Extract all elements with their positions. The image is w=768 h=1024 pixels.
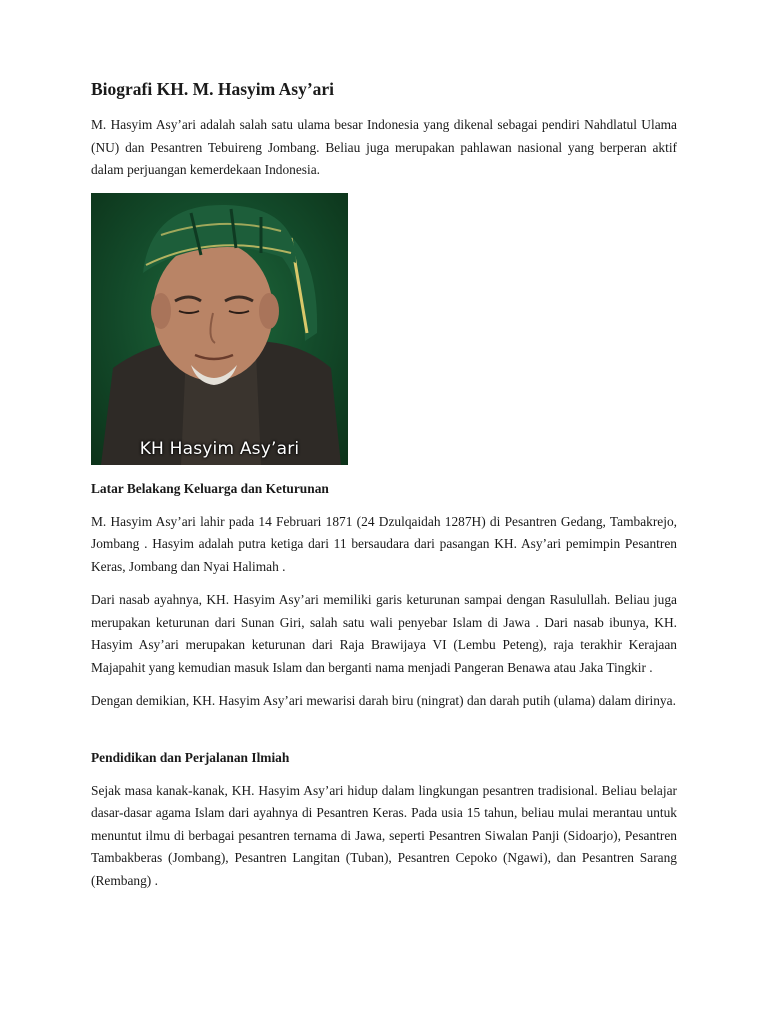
intro-paragraph: M. Hasyim Asy’ari adalah salah satu ulama besar Indonesia yang dikenal sebagai pendiri Nahdlatul Ulama (NU) dan Pesantren Tebuireng Jombang. Beliau juga merupakan pahlawan nasional yang berperan aktif dalam perjuangan kemerdekaan Indonesia.	[91, 117, 677, 177]
section-paragraph: Sejak masa kanak-kanak, KH. Hasyim Asy’ari hidup dalam lingkungan pesantren tradisional. Beliau belajar dasar-dasar agama Islam dari ayahnya di Pesantren Keras. Pada usia 15 tahun, beliau mulai merantau untuk menuntut ilmu di berbagai pesantren ternama di Jawa, seperti Pesantren Siwalan Panji (Sidoarjo), Pesantren Tambakberas (Jombang), Pesantren Langitan (Tuban), Pesantren Cepoko (Ngawi), dan Pesantren Sarang (Rembang) .	[91, 782, 677, 888]
document-title: Biografi KH. M. Hasyim Asy’ari	[91, 79, 335, 99]
section-paragraph: M. Hasyim Asy’ari lahir pada 14 Februari 1871 (24 Dzulqaidah 1287H) di Pesantren Gedang, Tambakrejo, Jombang . Hasyim adalah putra ketiga dari 11 bersaudara dari pasangan KH. Asy’ari pemimpin Pesantren Keras, Jombang dan Nyai Halimah .	[91, 513, 677, 574]
section-paragraph: Dari nasab ayahnya, KH. Hasyim Asy’ari memiliki garis keturunan sampai dengan Rasulullah. Beliau juga merupakan keturunan dari Sunan Giri, salah satu wali penyebar Islam di Jawa . Dari nasab ibunya, KH. Hasyim Asy’ari merupakan keturunan dari Raja Brawijaya VI (Lembu Peteng), raja terakhir Kerajaan Majapahit yang kemudian masuk Islam dan berganti nama menjadi Pangeran Benawa atau Jaka Tingkir .	[91, 592, 677, 675]
portrait-photo	[91, 193, 348, 465]
section-paragraph: Dengan demikian, KH. Hasyim Asy’ari mewarisi darah biru (ningrat) dan darah putih (ulama) dalam dirinya.	[91, 693, 676, 708]
section-heading: Latar Belakang Keluarga dan Keturunan	[91, 480, 329, 496]
spacer	[91, 724, 677, 748]
photo-caption: KH Hasyim Asy’ari	[139, 438, 300, 459]
document-body	[91, 78, 677, 903]
section-heading: Pendidikan dan Perjalanan Ilmiah	[91, 749, 290, 765]
portrait-illustration	[91, 193, 348, 465]
